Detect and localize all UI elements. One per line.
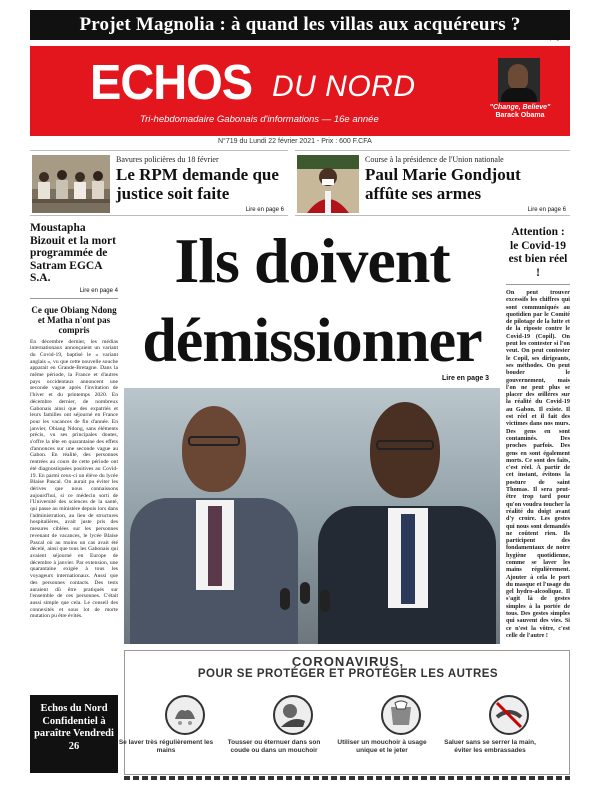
- top-banner-headline[interactable]: Projet Magnolia : à quand les villas aux acquéreurs ?: [30, 10, 570, 40]
- masthead-tagline: Tri-hebdomadaire Gabonais d'informations — 16e année: [140, 114, 379, 125]
- cough-elbow-icon: [273, 695, 313, 735]
- main-headline-ref: Lire en page 3: [442, 375, 490, 382]
- person-tie: [401, 514, 415, 604]
- teaser-gondjout[interactable]: [295, 150, 570, 216]
- quote-author: Barack Obama: [495, 112, 545, 119]
- teaser-ref: Lire en page 6: [245, 207, 284, 213]
- gesture-caption: Tousser ou éternuer dans son coude ou dans un mouchoir: [227, 739, 321, 754]
- microphone-icon: [280, 588, 290, 610]
- teaser-title[interactable]: Paul Marie Gondjout affûte ses armes: [365, 165, 521, 203]
- no-handshake-icon: [489, 695, 529, 735]
- teaser-kicker: Course à la présidence de l'Union nationale: [365, 155, 504, 164]
- obama-quote: [484, 104, 556, 120]
- right-column-body: On peut trouver excessifs les chiffres qui sont communiqués au quotidien par le Comité de pilotage de la lutte et de la riposte contre le Covid-19 (Copil). On peut les contester si l'on veut. On peut contester le Copil, ses dirigeants, ses méthodes. On peut bouder le gouvernement, mais l'on ne peut plus se placer des œillères sur la réalité du Covid-19 au Gabon. Il existe. Il est réel et il fait des victimes dans nos murs. Des gens en sont contaminés. Des proches parfois. Des gens en sont également morts. Ce sont des faits, c'est réel. À partir de cet instant, évitons la posture de saint Thomas. Il sera peut-être trop tard pour qu'on voudra toucher la réalité du doigt avant d'y croire. Les gestes qui nous sont demandés ne coûtent rien. Ils participent des fondamentaux de notre hygiène quotidienne, comme se laver les mains régulièrement. Ajouter à cela le port du masque et l'usage du gel hydro-alcoolique. Il s'agit là de gestes simples à la portée de tous. Des gestes simples qui sauvent des vies. Si ce n'est la vôtre, c'est celle de l'autre !: [506, 289, 570, 639]
- portrait-face: [508, 64, 528, 90]
- person-head: [370, 402, 440, 498]
- quote-text: "Change, Believe": [489, 104, 551, 111]
- right-column-divider: [506, 284, 570, 285]
- left-headline[interactable]: Moustapha Bizouit et la mort programmée de Satram EGCA S.A.: [30, 222, 116, 284]
- covid-subtitle: POUR SE PROTÉGER ET PROTÉGER LES AUTRES: [197, 668, 499, 680]
- masthead: [30, 46, 570, 136]
- covid-gesture-icons: [147, 695, 557, 735]
- portrait-suit: [501, 88, 537, 102]
- logo-du-nord: DU NORD: [272, 70, 416, 103]
- left-article-body: En décembre dernier, les médias internationaux annonçaient un variant du Covid-19, baptisé le « variant anglais », vu que cette nouvelle souche apparait en Grande-Bretagne. Dans la même période, la France et d'autres pays occidentaux annoncent une seconde vague après l'invitation de l'hiver et du printemps 2020. En décembre dernier, de nombreux Gabonais ainsi que des expatriés et leurs familles ont séjourné en France pour les vacances de fin d'année. En janvier, Obiang Ndong, sans éléments précis, vu ses principales doutes, s'offre la tête en quarantaine des effets d'annonces sur une seconde vague au Gabon. En réalité, des personnes rentrées au cours de cette période ont été diagnostiquées positives au Covid-19. En parmi ceux-ci un élève du lycée Blaise Pascal. On aurait pu éviter les dérives que nous connaissons aujourd'hui, si ce médecin sorti de l'Université des sciences de la santé, qui passe au ministère depuis lors dans l'administration, au lieu de structures hospitalières, avait juste pris des mesures ciblées sur les personnes revenant de vacances, le lycée Blaise Pascal où au moins un cas avait été décelé, ainsi que tous les Gabonais qui avaient séjourné en Europe de décembre à janvier. Par extension, une quarantaine exigée à tous les voyageurs internationaux. Aussi que des personnes contacts. Des tests auraient dû être pratiqués sur l'ensemble de ces personnes. C'était aussi simple que cela. Le conseil des connexités et sous lot de morte mutation pu être évités.: [30, 338, 118, 620]
- gesture-caption: Utiliser un mouchoir à usage unique et le jeter: [337, 739, 427, 754]
- coronavirus-banner: [118, 650, 570, 775]
- teaser-photo-crowd: [32, 155, 110, 213]
- person-head: [182, 406, 246, 492]
- main-photo: [124, 388, 500, 644]
- person-glasses: [376, 440, 434, 450]
- teaser-rpm[interactable]: [30, 150, 288, 216]
- person-glasses: [188, 436, 240, 446]
- right-column-title[interactable]: Attention : le Covid-19 est bien réel !: [508, 226, 568, 279]
- microphone-icon: [320, 590, 330, 612]
- left-subhead: Ce que Obiang Ndong et Matha n'ont pas compris: [31, 304, 117, 335]
- covid-title: CORONAVIRUS,: [291, 654, 405, 669]
- tissue-icon: [381, 695, 421, 735]
- right-column: [506, 226, 570, 651]
- logo-echos: ECHOS: [90, 53, 253, 110]
- top-banner-ref: Lire en page 6: [529, 35, 568, 41]
- teaser-title[interactable]: Le RPM demande que justice soit faite: [116, 165, 279, 203]
- gesture-caption: Se laver très régulièrement les mains: [118, 739, 214, 754]
- confidentiel-box: Echos du Nord Confidentiel à paraître Vendredi 26: [30, 695, 118, 773]
- microphones: [274, 578, 344, 618]
- handwash-icon: [165, 695, 205, 735]
- teaser-ref: Lire en page 6: [527, 207, 566, 213]
- obama-portrait: [498, 58, 540, 102]
- teaser-photo-gondjout: [297, 155, 359, 213]
- gesture-caption: Saluer sans se serrer la main, éviter les embrassades: [444, 739, 536, 754]
- person-tie: [208, 506, 222, 586]
- issue-line: N°719 du Lundi 22 février 2021 - Prix : 600 F.CFA: [218, 138, 372, 145]
- main-headline-line1[interactable]: Ils doivent: [174, 225, 450, 296]
- main-headline-line2[interactable]: démissionner: [142, 307, 482, 375]
- bottom-strip: [124, 776, 570, 780]
- left-column: [30, 222, 118, 663]
- microphone-icon: [300, 582, 310, 604]
- teaser-kicker: Bavures policières du 18 février: [116, 155, 219, 164]
- left-headline-ref: Lire en page 4: [30, 288, 118, 299]
